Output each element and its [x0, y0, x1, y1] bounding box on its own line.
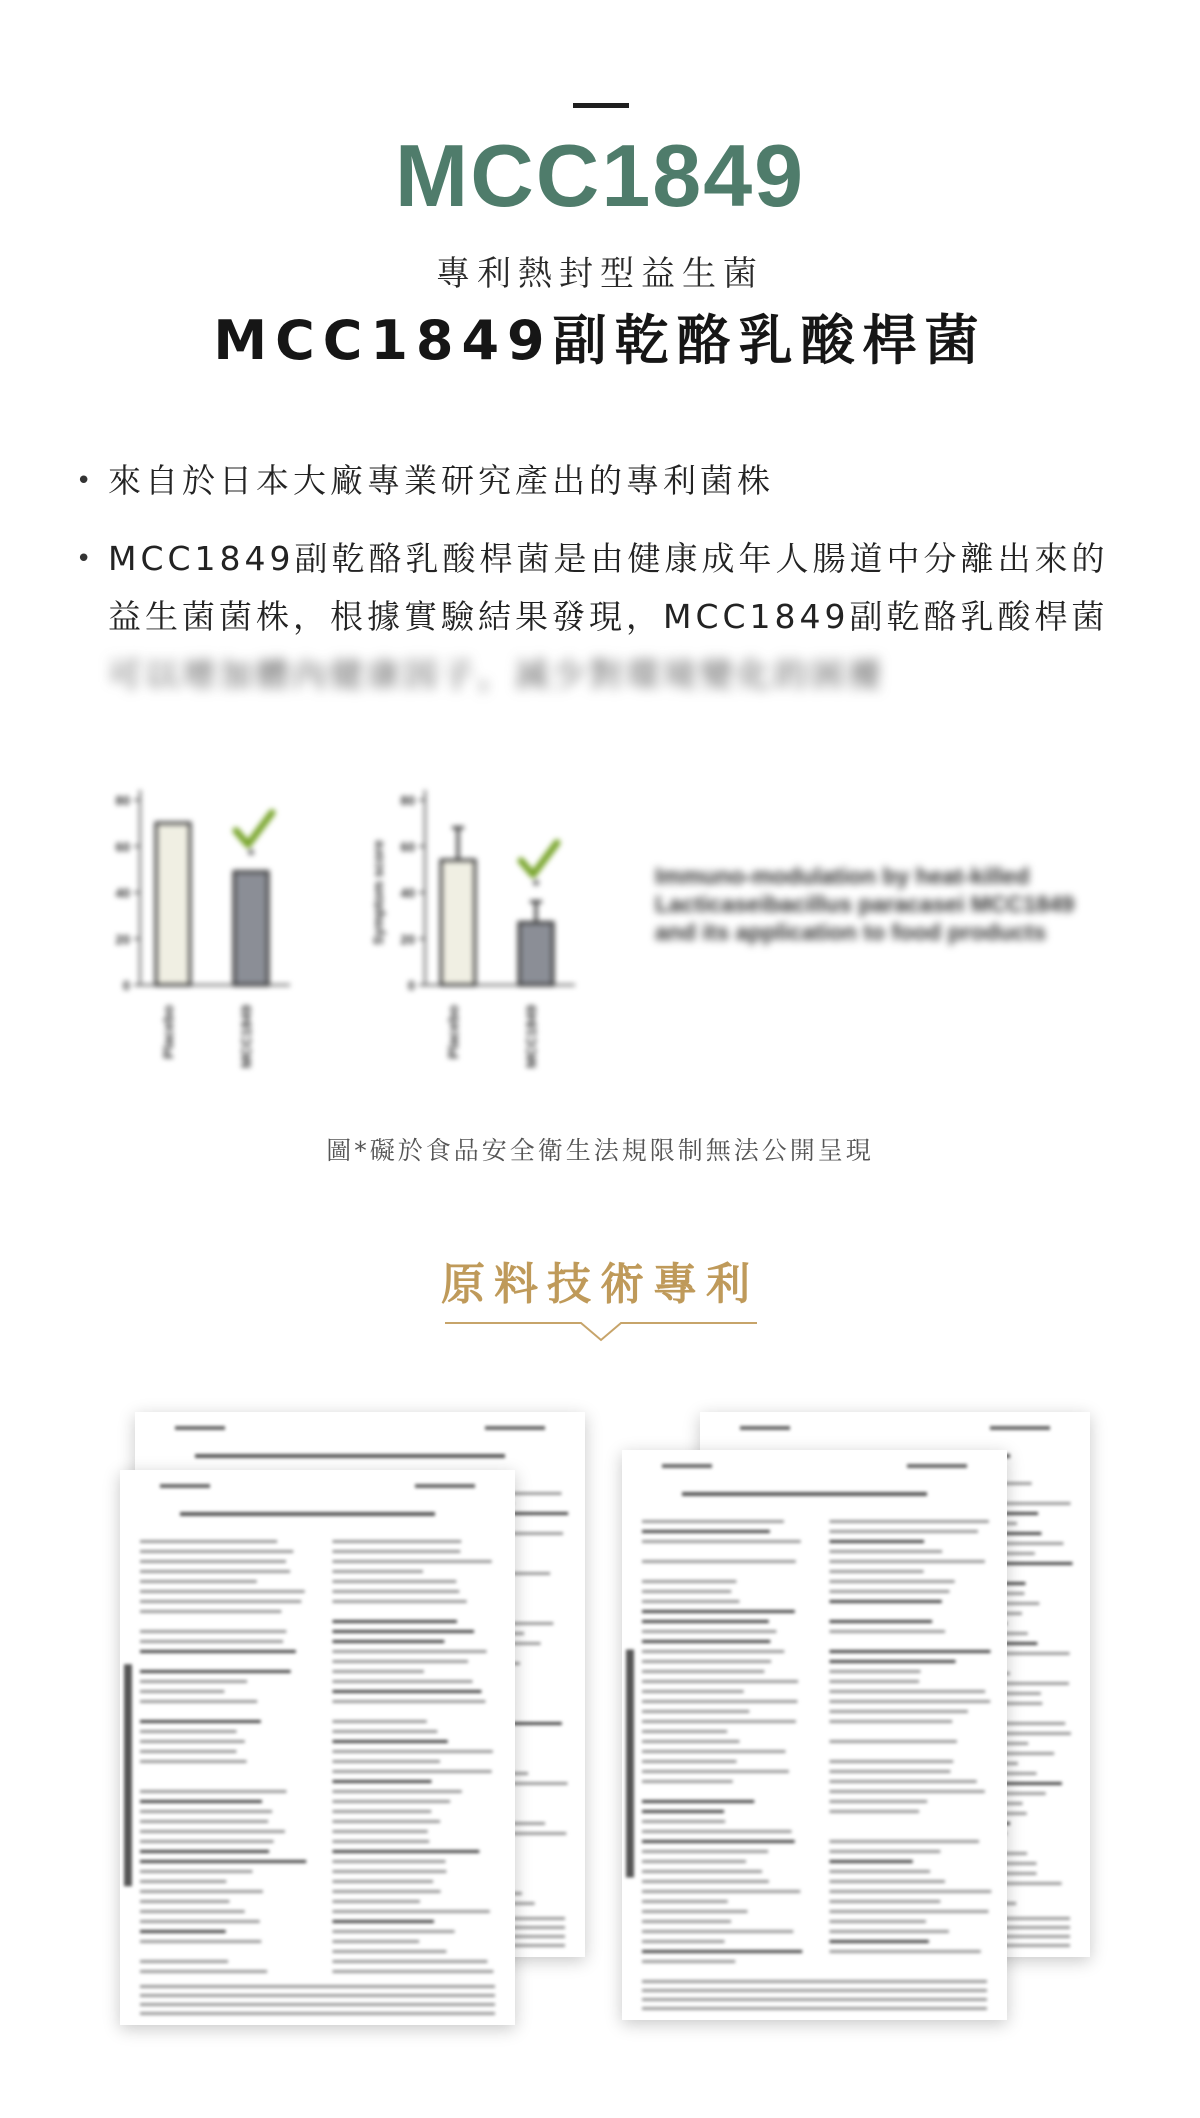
doc-text-line: [333, 1940, 420, 1943]
doc-text-line: [642, 1670, 764, 1673]
doc-text-line: [830, 1870, 931, 1873]
doc-text-line: [642, 1700, 797, 1703]
doc-text-line: [333, 1580, 457, 1583]
doc-text-line: [140, 1850, 269, 1853]
doc-text-line: [830, 1800, 928, 1803]
doc-text-line: [642, 1960, 735, 1963]
doc-footer-line: [642, 2007, 987, 2010]
doc-text-line: [333, 1780, 432, 1783]
doc-footer-line: [140, 1985, 495, 1988]
doc-text-line: [140, 1920, 260, 1923]
doc-text-line: [140, 1820, 268, 1823]
doc-text-line: [830, 1580, 955, 1583]
doc-text-line: [642, 1560, 796, 1563]
doc-header-line: [907, 1464, 967, 1468]
doc-title-line: [180, 1512, 435, 1516]
doc-text-line: [830, 1560, 985, 1563]
x-tick-label: Placebo: [160, 1005, 176, 1059]
chart-bar: [234, 872, 268, 985]
doc-text-line: [333, 1560, 492, 1563]
doc-text-line: [830, 1600, 942, 1603]
doc-text-line: [333, 1880, 434, 1883]
feature-text: 來自於日本大廠專業研究產出的專利菌株: [108, 461, 774, 500]
doc-text-line: [642, 1590, 731, 1593]
doc-text-line: [333, 1840, 430, 1843]
doc-text-line: [333, 1750, 493, 1753]
doc-text-line: [333, 1570, 423, 1573]
doc-text-line: [642, 1800, 754, 1803]
doc-text-line: [830, 1530, 978, 1533]
doc-text-line: [830, 1770, 951, 1773]
doc-text-line: [140, 1700, 257, 1703]
doc-text-line: [830, 1520, 989, 1523]
doc-text-line: [830, 1740, 957, 1743]
doc-header-line: [990, 1426, 1050, 1430]
doc-text-line: [140, 1810, 272, 1813]
doc-text-line: [642, 1690, 744, 1693]
doc-header-line: [485, 1426, 545, 1430]
doc-text-line: [830, 1710, 968, 1713]
doc-text-line: [333, 1910, 490, 1913]
doc-text-line: [642, 1900, 728, 1903]
doc-text-line: [333, 1720, 427, 1723]
x-tick-label: Placebo: [445, 1005, 461, 1059]
doc-text-line: [140, 1540, 277, 1543]
doc-text-line: [642, 1750, 785, 1753]
doc-text-line: [140, 1880, 226, 1883]
doc-text-line: [140, 1760, 247, 1763]
doc-text-line: [333, 1740, 448, 1743]
doc-text-line: [333, 1850, 480, 1853]
feature-text-visible: MCC1849副乾酪乳酸桿菌是由健康成年人腸道中分離出來的益生菌菌株，根據實驗結果發現，MCC1849副乾酪乳酸桿菌: [108, 539, 1109, 636]
doc-text-line: [830, 1900, 941, 1903]
doc-margin-stamp: [124, 1664, 132, 1886]
doc-text-line: [642, 1660, 771, 1663]
doc-text-line: [140, 1750, 236, 1753]
doc-text-line: [333, 1620, 457, 1623]
doc-text-line: [642, 1630, 776, 1633]
doc-text-line: [333, 1930, 455, 1933]
doc-text-line: [642, 1940, 724, 1943]
doc-text-line: [333, 1960, 488, 1963]
doc-text-line: [333, 1650, 487, 1653]
doc-text-line: [642, 1770, 789, 1773]
product-subtitle: 專利熱封型益生菌: [436, 254, 764, 294]
doc-text-line: [333, 1770, 492, 1773]
y-tick-label: 20: [400, 931, 415, 947]
doc-text-line: [140, 1830, 285, 1833]
doc-text-line: [333, 1950, 447, 1953]
doc-text-line: [830, 1940, 929, 1943]
bullet-dot-icon: •: [76, 466, 96, 496]
feature-text: [108, 530, 1116, 704]
doc-text-line: [140, 1670, 291, 1673]
doc-text-line: [830, 1840, 980, 1843]
doc-text-line: [140, 1610, 281, 1613]
doc-text-line: [830, 1930, 949, 1933]
doc-title-line: [195, 1454, 505, 1458]
doc-text-line: [830, 1660, 956, 1663]
product-title: MCC1849副乾酪乳酸桿菌: [213, 309, 987, 372]
x-tick-label: MCC1849: [238, 1005, 254, 1069]
doc-text-line: [830, 1780, 977, 1783]
doc-text-line: [333, 1700, 486, 1703]
doc-text-line: [642, 1600, 739, 1603]
doc-text-line: [830, 1540, 925, 1543]
doc-text-line: [333, 1540, 462, 1543]
doc-text-line: [830, 1570, 924, 1573]
y-tick-label: 80: [400, 793, 415, 808]
doc-text-line: [333, 1920, 434, 1923]
study-caption: Immuno-modulation by heat-killed Lacticaseibacillus paracasei MCC1849 and its application to food products: [655, 863, 1075, 945]
doc-text-line: [642, 1930, 793, 1933]
doc-text-line: [333, 1810, 432, 1813]
top-dash-decoration: [573, 103, 629, 108]
y-axis-label: Symptom score: [370, 839, 386, 946]
doc-title-line: [682, 1492, 927, 1496]
doc-text-line: [140, 1900, 229, 1903]
doc-footer-line: [642, 1980, 987, 1983]
doc-text-line: [140, 1930, 226, 1933]
doc-text-line: [140, 1840, 274, 1843]
doc-text-line: [333, 1670, 424, 1673]
doc-text-line: [140, 1720, 261, 1723]
study-chart-figure: [100, 770, 620, 1115]
section-title-patents: 原料技術專利: [441, 1259, 759, 1310]
doc-text-line: [140, 1860, 306, 1863]
doc-text-line: [140, 1580, 257, 1583]
y-tick-label: 0: [122, 978, 130, 993]
doc-text-line: [642, 1920, 731, 1923]
doc-text-line: [830, 1890, 992, 1893]
doc-text-line: [140, 1800, 262, 1803]
doc-text-line: [642, 1950, 802, 1953]
doc-text-line: [830, 1550, 943, 1553]
doc-text-line: [830, 1670, 921, 1673]
doc-text-line: [333, 1790, 462, 1793]
section-divider-chevron: [445, 1320, 757, 1346]
feature-item: [76, 452, 1116, 510]
x-tick-label: MCC1849: [523, 1005, 539, 1069]
doc-text-line: [140, 1910, 245, 1913]
doc-text-line: [140, 1630, 286, 1633]
doc-footer-line: [140, 2012, 495, 2015]
doc-text-line: [333, 1600, 467, 1603]
doc-text-line: [642, 1760, 736, 1763]
doc-text-line: [830, 1760, 954, 1763]
doc-text-line: [140, 1970, 267, 1973]
doc-text-line: [140, 1730, 237, 1733]
doc-text-line: [830, 1920, 926, 1923]
doc-text-line: [333, 1800, 451, 1803]
y-tick-label: 60: [400, 839, 415, 855]
feature-item: [76, 530, 1116, 704]
doc-text-line: [140, 1650, 296, 1653]
doc-text-line: [642, 1740, 739, 1743]
doc-text-line: [830, 1590, 950, 1593]
doc-text-line: [642, 1580, 736, 1583]
doc-text-line: [830, 1910, 989, 1913]
doc-text-line: [140, 1560, 286, 1563]
doc-text-line: [333, 1680, 473, 1683]
doc-text-line: [140, 1890, 263, 1893]
y-tick-label: 80: [115, 793, 130, 808]
doc-text-line: [140, 1680, 247, 1683]
doc-text-line: [140, 1960, 228, 1963]
doc-header-line: [160, 1484, 210, 1488]
document-text-lines: [622, 1450, 1007, 2020]
doc-text-line: [333, 1890, 441, 1893]
doc-text-line: [830, 1880, 945, 1883]
doc-margin-stamp: [626, 1650, 634, 1878]
doc-text-line: [333, 1640, 445, 1643]
y-tick-label: 0: [407, 978, 415, 993]
doc-text-line: [642, 1640, 770, 1643]
doc-text-line: [830, 1810, 920, 1813]
doc-text-line: [642, 1520, 784, 1523]
doc-text-line: [642, 1780, 733, 1783]
doc-text-line: [642, 1890, 800, 1893]
doc-text-line: [642, 1860, 746, 1863]
doc-text-line: [333, 1660, 469, 1663]
doc-header-line: [740, 1426, 790, 1430]
doc-text-line: [642, 1840, 795, 1843]
doc-text-line: [830, 1950, 981, 1953]
feature-text-blurred: 可以增加體內健康因子，減少對環境變化的困擾: [108, 655, 885, 694]
doc-text-line: [140, 1570, 290, 1573]
doc-text-line: [642, 1850, 768, 1853]
doc-text-line: [333, 1550, 461, 1553]
doc-text-line: [642, 1710, 749, 1713]
doc-text-line: [333, 1830, 428, 1833]
doc-text-line: [830, 1690, 986, 1693]
brand-title: MCC1849: [394, 126, 806, 225]
doc-text-line: [140, 1940, 261, 1943]
doc-text-line: [333, 1690, 482, 1693]
doc-text-line: [333, 1870, 447, 1873]
doc-text-line: [830, 1620, 933, 1623]
doc-text-line: [333, 1970, 494, 1973]
doc-text-line: [642, 1810, 724, 1813]
doc-text-line: [333, 1900, 420, 1903]
bullet-dot-icon: •: [76, 544, 96, 574]
doc-text-line: [830, 1700, 991, 1703]
doc-text-line: [140, 1690, 224, 1693]
doc-text-line: [830, 1650, 991, 1653]
doc-text-line: [140, 1600, 301, 1603]
doc-text-line: [140, 1790, 286, 1793]
doc-text-line: [642, 1680, 798, 1683]
doc-text-line: [642, 1620, 769, 1623]
doc-text-line: [830, 1630, 946, 1633]
y-tick-label: 60: [115, 839, 130, 855]
doc-text-line: [642, 1820, 725, 1823]
doc-text-line: [140, 1550, 293, 1553]
doc-text-line: [333, 1730, 438, 1733]
y-tick-label: 40: [400, 885, 415, 901]
doc-text-line: [642, 1830, 792, 1833]
doc-text-line: [333, 1630, 474, 1633]
doc-text-line: [333, 1590, 460, 1593]
patent-document-front-left: [120, 1470, 515, 2025]
doc-text-line: [642, 1540, 801, 1543]
check-icon: [521, 843, 557, 875]
doc-text-line: [140, 1640, 283, 1643]
doc-text-line: [642, 1720, 796, 1723]
doc-text-line: [830, 1790, 985, 1793]
check-icon: [236, 813, 272, 845]
doc-text-line: [830, 1850, 941, 1853]
doc-text-line: [642, 1650, 784, 1653]
patent-document-front-right: [622, 1450, 1007, 2020]
doc-footer-line: [642, 1998, 987, 2001]
doc-text-line: [140, 1870, 252, 1873]
y-tick-label: 40: [115, 885, 130, 901]
doc-text-line: [333, 1860, 446, 1863]
doc-text-line: [830, 1720, 953, 1723]
document-text-lines: [120, 1470, 515, 2025]
doc-header-line: [175, 1426, 225, 1430]
chart-bar: [519, 923, 553, 985]
doc-footer-line: [642, 1989, 987, 1992]
doc-text-line: [642, 1910, 748, 1913]
doc-text-line: [333, 1820, 441, 1823]
chart-bar: [156, 823, 190, 985]
feature-list: [76, 452, 1116, 724]
y-tick-label: 20: [115, 931, 130, 947]
doc-text-line: [642, 1880, 769, 1883]
doc-footer-line: [140, 2003, 495, 2006]
doc-text-line: [642, 1610, 795, 1613]
figure-note: 圖*礙於食品安全衛生法規限制無法公開呈現: [326, 1136, 874, 1165]
doc-header-line: [415, 1484, 475, 1488]
doc-text-line: [140, 1740, 245, 1743]
doc-text-line: [642, 1530, 770, 1533]
doc-text-line: [830, 1860, 913, 1863]
doc-text-line: [642, 1730, 727, 1733]
doc-text-line: [140, 1590, 305, 1593]
doc-header-line: [662, 1464, 712, 1468]
doc-text-line: [333, 1760, 440, 1763]
doc-text-line: [642, 1870, 762, 1873]
significance-marker: *: [532, 877, 540, 894]
significance-marker: *: [247, 847, 255, 864]
doc-footer-line: [140, 1994, 495, 1997]
chart-bar: [441, 860, 475, 985]
doc-text-line: [830, 1680, 920, 1683]
